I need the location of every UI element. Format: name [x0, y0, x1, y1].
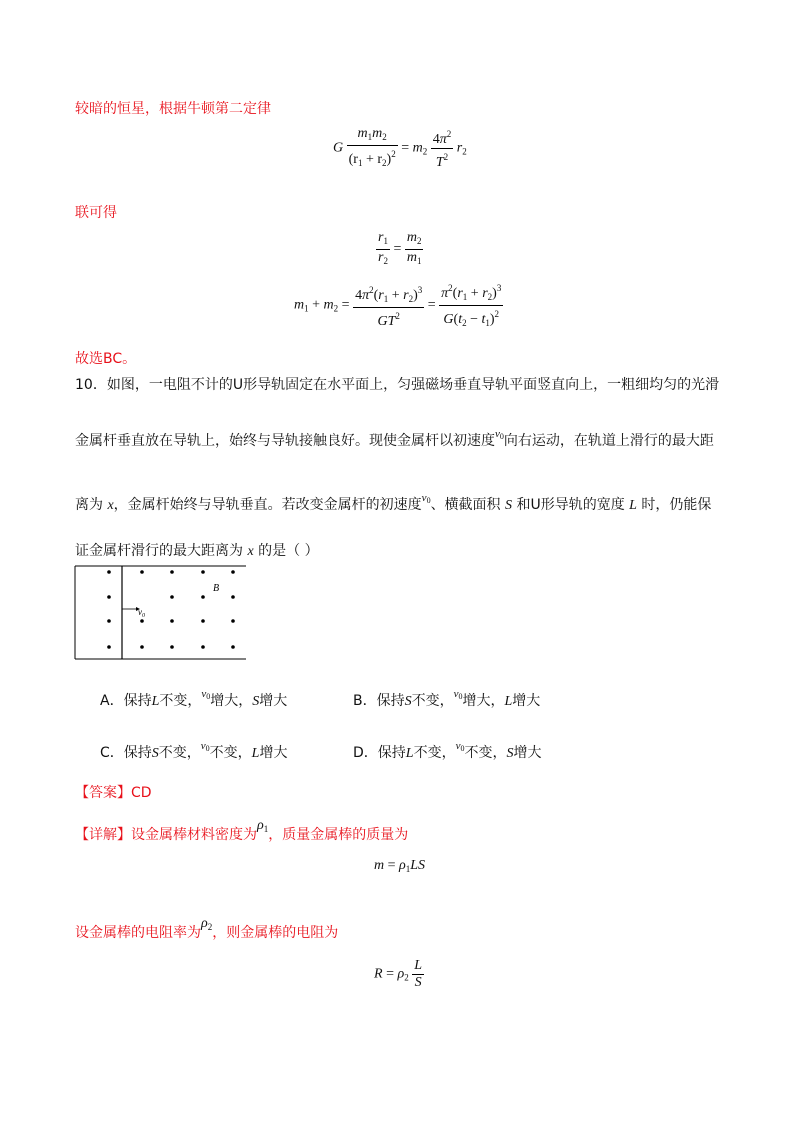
field-dot — [107, 570, 111, 574]
detail-line-resistivity: 设金属棒的电阻率为$\rho_2$，则金属棒的电阻为 — [75, 916, 339, 941]
field-dot — [170, 570, 174, 574]
equation-resistance: $R = \rho_2$ $\frac{L}{S}$ — [374, 958, 422, 990]
field-dot — [201, 645, 205, 649]
field-dot — [170, 645, 174, 649]
field-dot — [140, 570, 144, 574]
solution-line-combine: 联可得 — [75, 205, 117, 221]
option-d[interactable]: D．保持L不变，$^{v_0}$不变，S增大 — [353, 740, 542, 761]
option-c[interactable]: C．保持S不变，$^{v_0}$不变，L增大 — [100, 740, 288, 761]
equation-total-mass: $m_1 + m_2$ = $\frac{4\pi^2(r_1 + r_2)^3}{GT^2}$ = $\frac{\pi^2(r_1 + r_2)^3}{G(t_2 - t_1)^2}$ — [294, 280, 503, 331]
field-dot — [140, 619, 144, 623]
rail-diagram — [70, 563, 250, 663]
field-dot — [231, 595, 235, 599]
question-line-1: 10．如图，一电阻不计的U形导轨固定在水平面上，匀强磁场垂直导轨平面竖直向上，一粗细均匀的光滑 — [75, 377, 720, 393]
field-dot — [107, 619, 111, 623]
question-number: 10． — [75, 377, 107, 393]
field-dot — [140, 645, 144, 649]
detail-line-density: 【详解】设金属棒材料密度为$\rho_1$，质量金属棒的质量为 — [75, 818, 409, 843]
question-line-4: 证金属杆滑行的最大距离为 x 的是（ ） — [75, 543, 319, 559]
question-line-3: 离为 x，金属杆始终与导轨垂直。若改变金属杆的初速度$^{v_0}$、横截面积 S 和U形导轨的宽度 L 时，仍能保 — [75, 492, 712, 513]
question-line-2: 金属杆垂直放在导轨上，始终与导轨接触良好。现使金属杆以初速度$^{v_0}$向右运动，在轨道上滑行的最大距 — [75, 428, 714, 449]
answer-label: 【答案】CD — [75, 785, 152, 801]
field-dot — [201, 570, 205, 574]
field-dot — [231, 645, 235, 649]
field-dot — [107, 645, 111, 649]
velocity-label: $v_0$ — [138, 607, 145, 619]
field-label-B: B — [213, 583, 220, 594]
option-b[interactable]: B．保持S不变，$^{v_0}$增大，L增大 — [353, 688, 541, 709]
equation-mass: $m = \rho_1LS$ — [374, 858, 426, 874]
field-dot — [170, 595, 174, 599]
field-dot — [201, 619, 205, 623]
field-dot — [231, 619, 235, 623]
field-dot — [170, 619, 174, 623]
magnetic-field-dots — [107, 570, 235, 649]
field-dot — [107, 595, 111, 599]
solution-line-dim-star: 较暗的恒星，根据牛顿第二定律 — [75, 101, 271, 117]
solution-line-choose: 故选BC。 — [75, 351, 137, 367]
field-dot — [231, 570, 235, 574]
option-a[interactable]: A．保持L不变，$^{v_0}$增大，S增大 — [100, 688, 288, 709]
field-dot — [201, 595, 205, 599]
equation-ratio: $\frac{r_1}{r_2}$ = $\frac{m_2}{m_1}$ — [378, 230, 422, 266]
equation-gravity-newton: G $\frac{m_1m_2}{(r_1 + r_2)^2}$ = $m_2$ $\frac{4\pi^2}{T^2}$ $r_2$ — [333, 126, 467, 170]
